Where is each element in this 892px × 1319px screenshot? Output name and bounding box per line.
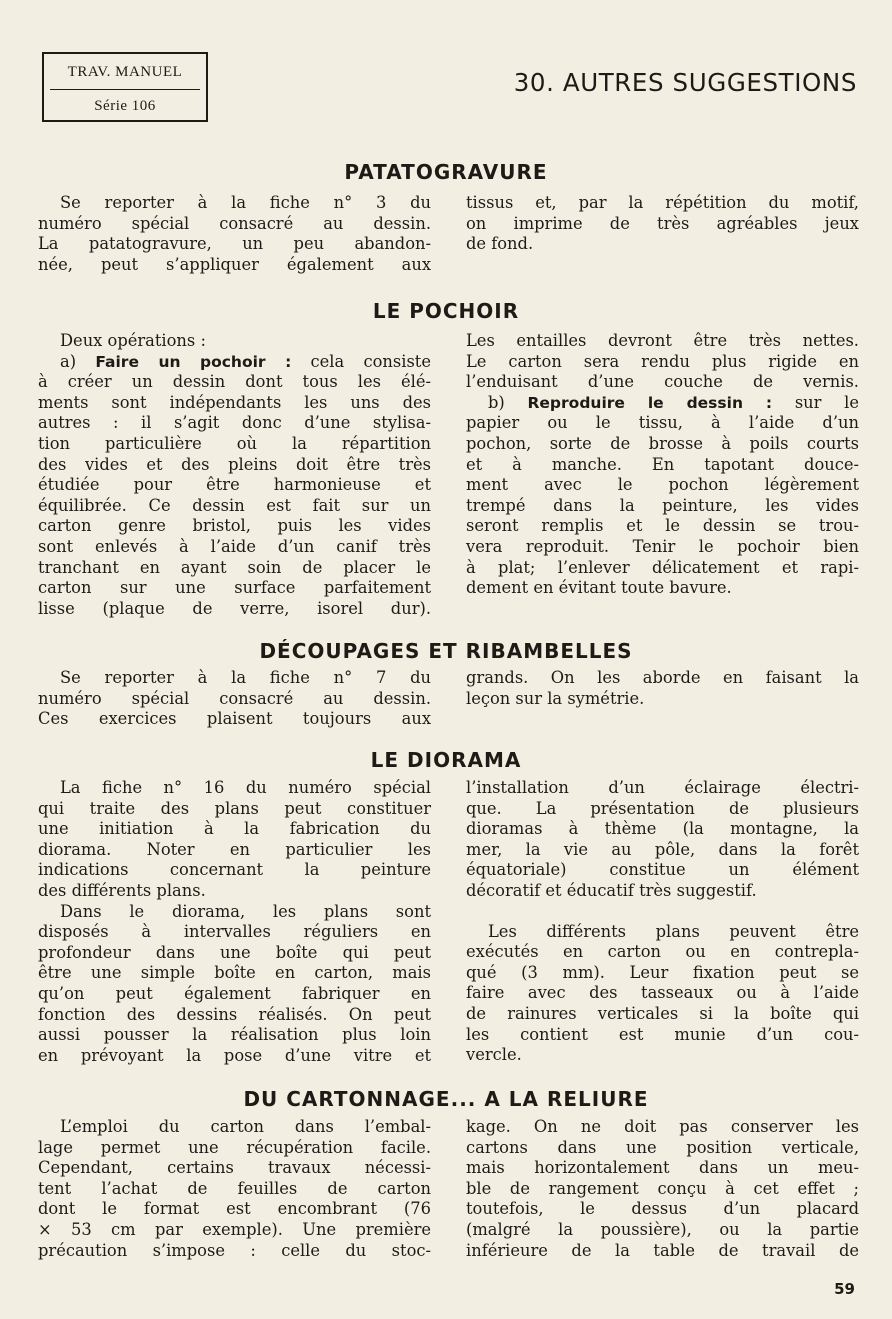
text-line: mais horizontalement dans un meu- bbox=[466, 1158, 859, 1178]
text-line: et à manche. En tapotant douce- bbox=[466, 454, 859, 474]
text-line: vera reproduit. Tenir le pochoir bien bbox=[466, 536, 859, 556]
series-box-series: Série 106 bbox=[94, 98, 156, 114]
text-line: L’emploi du carton dans l’embal- bbox=[60, 1117, 431, 1136]
text-line: à créer un dessin dont tous les élé- bbox=[38, 372, 431, 392]
text-line: disposés à intervalles réguliers en bbox=[38, 922, 431, 942]
text-line: qui traite des plans peut constituer bbox=[38, 798, 431, 818]
heading-le-pochoir: LE POCHOIR bbox=[372, 299, 520, 323]
text-line: trempé dans la peinture, les vides bbox=[466, 495, 859, 515]
text-line: lage permet une récupération facile. bbox=[38, 1137, 431, 1157]
text-line: que. La présentation de plusieurs bbox=[466, 798, 859, 818]
text-line: diorama. Noter en particulier les bbox=[38, 839, 431, 859]
diorama-left-column bbox=[38, 778, 431, 1066]
heading-le-diorama: LE DIORAMA bbox=[370, 748, 522, 772]
text-line: fonction des dessins réalisés. On peut bbox=[38, 1004, 431, 1024]
text-line: équatoriale) constitue un élément bbox=[466, 860, 859, 880]
item-marker-b: b) bbox=[488, 392, 505, 412]
series-box-subject: TRAV. MANUEL bbox=[67, 64, 183, 80]
text-line: autres : il s’agit donc d’une stylisa- bbox=[38, 413, 431, 433]
text-line: mer, la vie au pôle, dans la forêt bbox=[466, 839, 859, 859]
text-line: lisse (plaque de verre, isorel dur). bbox=[38, 598, 431, 618]
text-line: aussi pousser la réalisation plus loin bbox=[38, 1025, 431, 1045]
pochoir-right-column bbox=[466, 331, 859, 599]
text-line: des différents plans. bbox=[38, 880, 206, 900]
decoupages-left-column bbox=[38, 668, 431, 730]
item-marker-a: a) bbox=[60, 351, 77, 371]
heading-patatogravure: PATATOGRAVURE bbox=[344, 160, 548, 184]
text-line: qu’on peut également fabriquer en bbox=[38, 983, 431, 1003]
text-line: de rainures verticales si la boîte qui bbox=[466, 1003, 859, 1023]
text-line: une initiation à la fabrication du bbox=[38, 819, 431, 839]
text-line: Se reporter à la fiche n° 3 du bbox=[60, 193, 431, 212]
text-line: étudiée pour être harmonieuse et bbox=[38, 475, 431, 495]
text-line: inférieure de la table de travail de bbox=[466, 1240, 859, 1260]
text-line: ments sont indépendants les uns des bbox=[38, 392, 431, 412]
text-line: à plat; l’enlever délicatement et rapi- bbox=[466, 557, 859, 577]
text-line: grands. On les aborde en faisant la bbox=[466, 668, 859, 687]
text-line: pochon, sorte de brosse à poils courts bbox=[466, 433, 859, 453]
bold-term-reproduire-le-dessin: Reproduire le dessin : bbox=[527, 393, 773, 412]
text-line: toutefois, le dessus d’un placard bbox=[466, 1199, 859, 1219]
text-line: La patatogravure, un peu abandon- bbox=[38, 234, 431, 254]
text-line: Dans le diorama, les plans sont bbox=[60, 901, 431, 921]
text-line: indications concernant la peinture bbox=[38, 860, 431, 880]
text-line: être une simple boîte en carton, mais bbox=[38, 963, 431, 983]
patatogravure-left-column bbox=[38, 193, 431, 275]
text-line: précaution s’impose : celle du stoc- bbox=[38, 1240, 431, 1260]
text-line: dioramas à thème (la montagne, la bbox=[466, 819, 859, 839]
text-line: dement en évitant toute bavure. bbox=[466, 578, 732, 598]
text-line: l’enduisant d’une couche de vernis. bbox=[466, 372, 859, 392]
bold-term-faire-un-pochoir: Faire un pochoir : bbox=[95, 352, 292, 371]
text-line: Deux opérations : bbox=[60, 331, 206, 350]
text-line: en prévoyant la pose d’une vitre et bbox=[38, 1045, 431, 1065]
text-line bbox=[466, 393, 859, 414]
text-line: × 53 cm par exemple). Une première bbox=[38, 1219, 431, 1239]
text-line: des vides et des pleins doit être très bbox=[38, 454, 431, 474]
series-box bbox=[42, 52, 208, 122]
text-line: sont enlevés à l’aide d’un canif très bbox=[38, 536, 431, 556]
decoupages-right-column bbox=[466, 668, 859, 709]
text-line: décoratif et éducatif très suggestif. bbox=[466, 880, 757, 900]
patatogravure-right-column bbox=[466, 193, 859, 255]
text-line: Ces exercices plaisent toujours aux bbox=[38, 709, 431, 729]
text-line: kage. On ne doit pas conserver les bbox=[466, 1117, 859, 1136]
text-line: La fiche n° 16 du numéro spécial bbox=[60, 778, 431, 797]
text-line: Le carton sera rendu plus rigide en bbox=[466, 351, 859, 371]
text-line: ment avec le pochon légèrement bbox=[466, 475, 859, 495]
text-line: carton sur une surface parfaitement bbox=[38, 578, 431, 598]
heading-decoupages-et-ribambelles: DÉCOUPAGES ET RIBAMBELLES bbox=[259, 639, 633, 663]
text-line: équilibrée. Ce dessin est fait sur un bbox=[38, 495, 431, 515]
page-number: 59 bbox=[834, 1280, 855, 1298]
text-line: seront remplis et le dessin se trou- bbox=[466, 516, 859, 536]
text-line bbox=[38, 352, 431, 373]
heading-du-cartonnage-a-la-reliure: DU CARTONNAGE... A LA RELIURE bbox=[243, 1087, 649, 1111]
text-run: sur le bbox=[794, 392, 859, 412]
text-line: exécutés en carton ou en contrepla- bbox=[466, 942, 859, 962]
text-line: tion particulière où la répartition bbox=[38, 433, 431, 453]
cartonnage-left-column bbox=[38, 1117, 431, 1261]
text-line: profondeur dans une boîte qui peut bbox=[38, 942, 431, 962]
text-line: de fond. bbox=[466, 234, 534, 254]
text-line: (malgré la poussière), ou la partie bbox=[466, 1219, 859, 1239]
text-line: ble de rangement conçu à cet effet ; bbox=[466, 1178, 859, 1198]
text-run: cela consiste bbox=[310, 351, 431, 371]
page-title: 30. AUTRES SUGGESTIONS bbox=[513, 68, 857, 97]
text-line: les contient est munie d’un cou- bbox=[466, 1024, 859, 1044]
series-box-divider bbox=[50, 89, 200, 90]
text-line: vercle. bbox=[466, 1045, 522, 1065]
text-line: qué (3 mm). Leur fixation peut se bbox=[466, 962, 859, 982]
text-line: carton genre bristol, puis les vides bbox=[38, 516, 431, 536]
text-line: faire avec des tasseaux ou à l’aide bbox=[466, 983, 859, 1003]
text-line: née, peut s’appliquer également aux bbox=[38, 254, 431, 274]
text-line: Se reporter à la fiche n° 7 du bbox=[60, 668, 431, 687]
text-line: l’installation d’un éclairage électri- bbox=[466, 778, 859, 797]
text-line: papier ou le tissu, à l’aide d’un bbox=[466, 413, 859, 433]
text-line: numéro spécial consacré au dessin. bbox=[38, 688, 431, 708]
text-line: Cependant, certains travaux nécessi- bbox=[38, 1158, 431, 1178]
text-line: on imprime de très agréables jeux bbox=[466, 213, 859, 233]
text-line: cartons dans une position verticale, bbox=[466, 1137, 859, 1157]
text-line: tissus et, par la répétition du motif, bbox=[466, 193, 859, 212]
cartonnage-right-column bbox=[466, 1117, 859, 1261]
text-line: Les entailles devront être très nettes. bbox=[466, 331, 859, 350]
text-line: dont le format est encombrant (76 bbox=[38, 1199, 431, 1219]
pochoir-left-column bbox=[38, 331, 431, 619]
text-line: Les différents plans peuvent être bbox=[488, 921, 859, 941]
diorama-right-column bbox=[466, 778, 859, 1066]
text-line: tranchant en ayant soin de placer le bbox=[38, 557, 431, 577]
text-line: tent l’achat de feuilles de carton bbox=[38, 1178, 431, 1198]
text-line: numéro spécial consacré au dessin. bbox=[38, 213, 431, 233]
text-line: leçon sur la symétrie. bbox=[466, 688, 645, 708]
